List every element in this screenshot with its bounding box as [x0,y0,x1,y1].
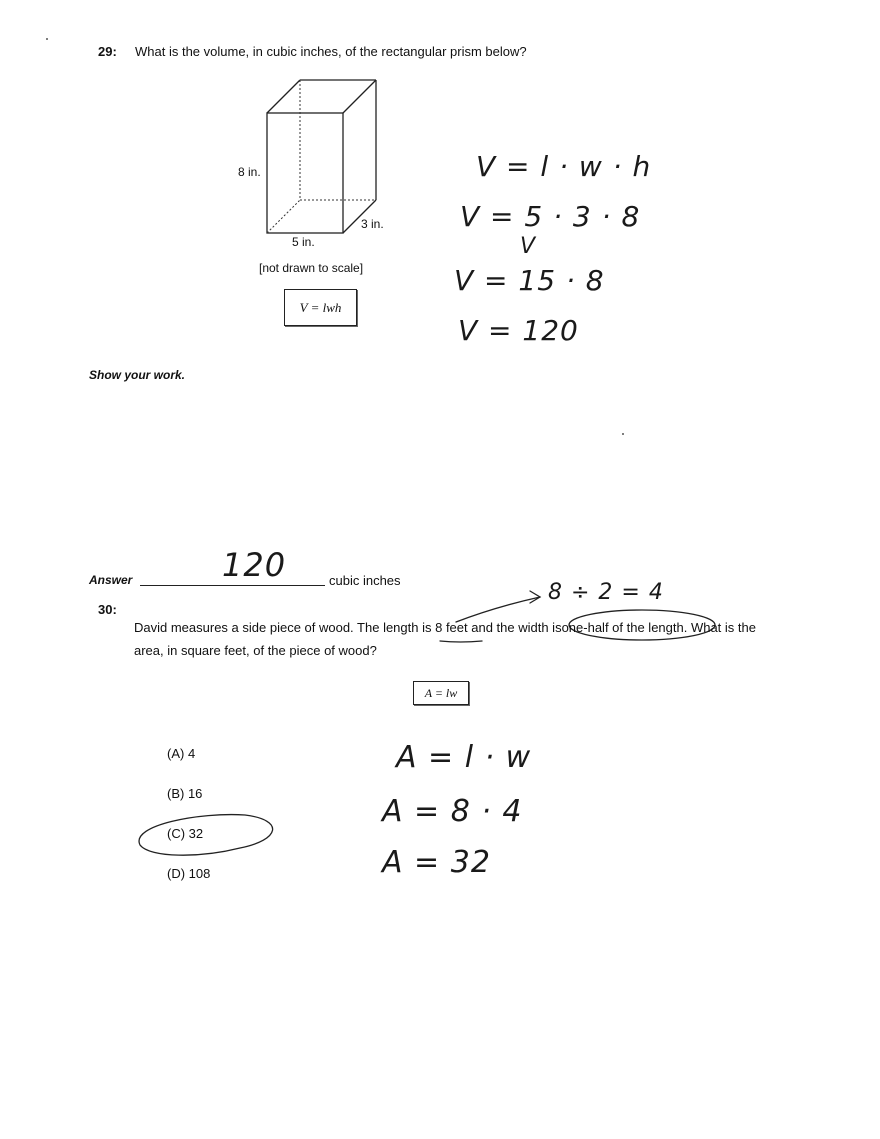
q30-text-c: What is the [687,620,756,635]
q30-text-circled: one-half of the length. [561,620,688,635]
q29-question: What is the volume, in cubic inches, of the rectangular prism below? [135,44,527,59]
answer-unit: cubic inches [329,573,401,588]
handwritten-arrow-mark: V [520,234,537,259]
volume-formula: V = lwh [299,299,342,315]
q30-text-a: David measures a side piece of wood. The length is 8 [134,620,446,635]
handwritten-work-line: V = 5 · 3 · 8 [460,200,641,233]
option-c[interactable]: (C) 32 [167,826,204,841]
prism-height-label: 8 in. [238,165,261,179]
show-work-label: Show your work. [89,368,186,382]
handwritten-work-line: V = 120 [458,314,579,347]
q30-question-line1 [134,620,756,635]
handwritten-work-line: V = l · w · h [476,150,652,183]
q30-number: 30: [98,602,117,617]
handwritten-side-calc: 8 ÷ 2 = 4 [548,580,664,605]
handwritten-area-line: A = l · w [396,740,532,775]
area-formula: A = lw [424,685,458,700]
answer-value[interactable]: 120 [222,546,287,584]
answer-label: Answer [89,573,133,587]
handwritten-area-line: A = 8 · 4 [382,794,523,829]
handwritten-area-line: A = 32 [382,845,491,880]
option-a[interactable]: (A) 4 [167,746,196,761]
q30-question-line2: area, in square feet, of the piece of wood? [134,643,377,658]
option-d[interactable]: (D) 108 [167,866,211,881]
option-b[interactable]: (B) 16 [167,786,203,801]
q30-text-feet: feet [445,620,468,635]
q29-number: 29: [98,44,117,59]
scale-note: [not drawn to scale] [259,261,364,275]
handwritten-work-line: V = 15 · 8 [454,264,605,297]
area-formula-box [413,681,469,705]
prism-length-label: 5 in. [292,235,315,249]
prism-width-label: 3 in. [361,217,384,231]
q30-text-b: and the width is [467,620,562,635]
